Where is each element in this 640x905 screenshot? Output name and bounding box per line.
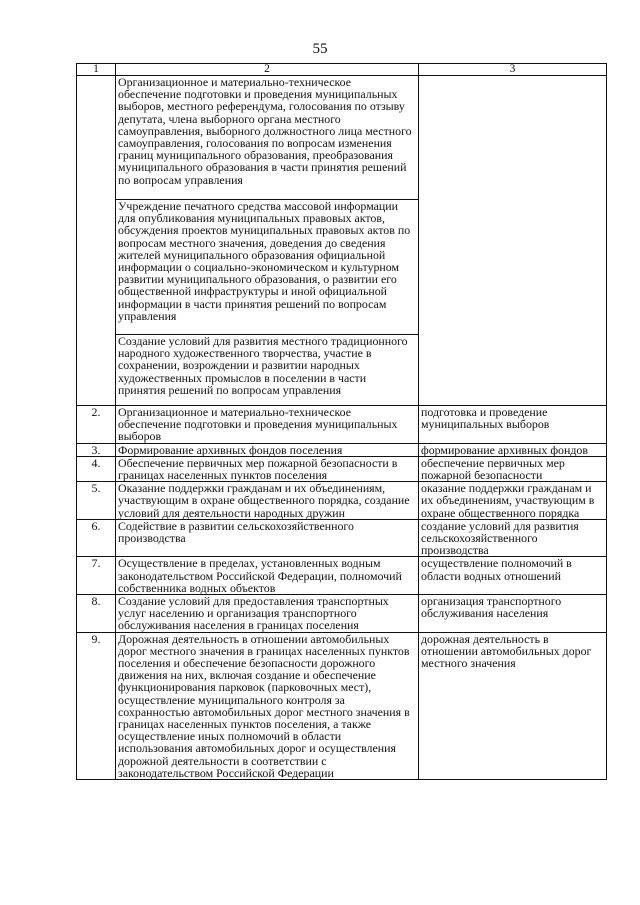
row-category: формирование архивных фондов bbox=[419, 443, 607, 456]
header-col-2: 2 bbox=[116, 64, 419, 76]
page-number: 55 bbox=[312, 41, 328, 57]
row-category: создание условий для развития сельскохозяйственного производства bbox=[419, 519, 607, 557]
continued-item-2: Учреждение печатного средства массовой информации для опубликования муниципальных правовых актов, обсуждения проектов муниципальных правовых актов по вопросам местного значения, доведения до сведения жителей муниципального образования официальной информации о социально-экономическом и культурном развитии муниципального образования, о развитии его общественной инфраструктуры и иной официальной информации в части принятия решений по вопросам управления bbox=[116, 200, 419, 335]
table-row bbox=[77, 595, 607, 633]
table-row bbox=[77, 557, 607, 595]
row-number: 4. bbox=[77, 456, 116, 481]
table-row bbox=[77, 456, 607, 481]
row-number: 7. bbox=[77, 557, 116, 595]
row-power: Создание условий для предоставления транспортных услуг населению и организация транспортного обслуживания населения в границах поселения bbox=[116, 595, 419, 633]
table-row bbox=[77, 482, 607, 520]
row-number: 6. bbox=[77, 519, 116, 557]
continued-row-a bbox=[77, 76, 607, 200]
table-row bbox=[77, 519, 607, 557]
row-power: Обеспечение первичных мер пожарной безопасности в границах населенных пунктов поселения bbox=[116, 456, 419, 481]
continued-col3-cell bbox=[419, 76, 607, 406]
row-power: Организационное и материально-техническое обеспечение подготовки и проведения муниципальных выборов bbox=[116, 406, 419, 444]
row-number: 8. bbox=[77, 595, 116, 633]
row-number: 3. bbox=[77, 443, 116, 456]
row-power: Осуществление в пределах, установленных водным законодательством Российской Федерации, полномочий собственника водных объектов bbox=[116, 557, 419, 595]
header-col-3: 3 bbox=[419, 64, 607, 76]
continued-item-1: Организационное и материально-техническое обеспечение подготовки и проведения муниципальных выборов, местного референдума, голосования по отзыву депутата, члена выборного органа местного самоуправления, выборного должностного лица местного самоуправления, голосования по вопросам изменения границ муниципального образования, преобразования муниципального образования в части принятия решений по вопросам управления bbox=[116, 76, 419, 200]
row-category: организация транспортного обслуживания населения bbox=[419, 595, 607, 633]
table-row bbox=[77, 443, 607, 456]
header-col-1: 1 bbox=[77, 64, 116, 76]
table-header-row bbox=[77, 64, 607, 76]
continued-item-3: Создание условий для развития местного традиционного народного художественного творчества, участие в сохранении, возрождении и развитии народных художественных промыслов в поселении в части принятия решений по вопросам управления bbox=[116, 335, 419, 406]
row-category: оказание поддержки гражданам и их объединениям, участвующим в охране общественного порядка bbox=[419, 482, 607, 520]
row-number: 9. bbox=[77, 632, 116, 779]
row-category: дорожная деятельность в отношении автомобильных дорог местного значения bbox=[419, 632, 607, 779]
table-row bbox=[77, 406, 607, 444]
table-row bbox=[77, 632, 607, 779]
continued-number-cell bbox=[77, 76, 116, 406]
row-category: обеспечение первичных мер пожарной безопасности bbox=[419, 456, 607, 481]
row-category: осуществление полномочий в области водных отношений bbox=[419, 557, 607, 595]
row-power: Содействие в развитии сельскохозяйственного производства bbox=[116, 519, 419, 557]
row-number: 2. bbox=[77, 406, 116, 444]
row-category: подготовка и проведение муниципальных выборов bbox=[419, 406, 607, 444]
row-power: Формирование архивных фондов поселения bbox=[116, 443, 419, 456]
powers-table bbox=[76, 63, 607, 780]
row-number: 5. bbox=[77, 482, 116, 520]
row-power: Дорожная деятельность в отношении автомобильных дорог местного значения в границах населенных пунктов поселения и обеспечение безопасности дорожного движения на них, включая создание и обеспечение функционирования парковок (парковочных мест), осуществление муниципального контроля за сохранностью автомобильных дорог местного значения в границах населенных пунктов поселения, а также осуществление иных полномочий в области использования автомобильных дорог и осуществления дорожной деятельности в соответствии с законодательством Российской Федерации bbox=[116, 632, 419, 779]
row-power: Оказание поддержки гражданам и их объединениям, участвующим в охране общественного порядка, создание условий для деятельности народных дружин bbox=[116, 482, 419, 520]
